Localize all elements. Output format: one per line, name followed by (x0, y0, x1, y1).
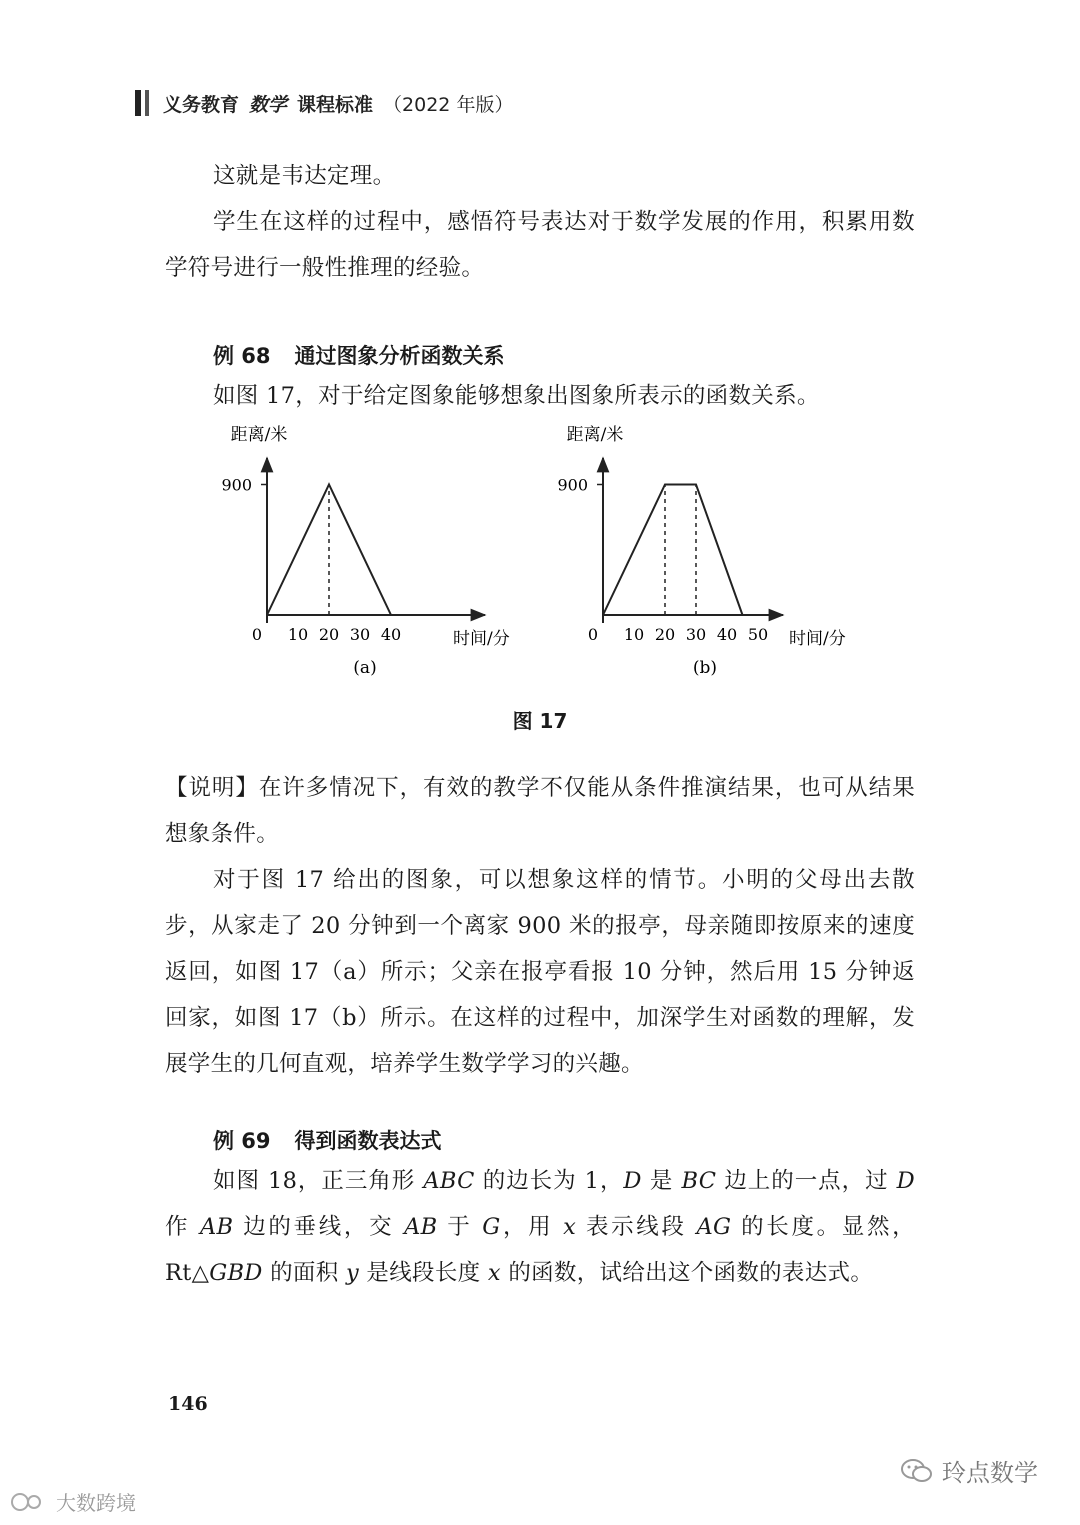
x-tick-label: 20 (318, 625, 340, 644)
chart-a (215, 420, 530, 690)
header-bars-decoration (135, 90, 149, 116)
math-g: G (482, 1214, 501, 1240)
math-gbd: GBD (209, 1260, 263, 1286)
x-tick-label: 30 (685, 625, 707, 644)
header-title-part2: 课程标准 (297, 93, 374, 116)
x-tick-label: 10 (287, 625, 309, 644)
example-69-number: 例 69 (213, 1129, 271, 1153)
math-ab: AB (404, 1214, 438, 1240)
x-tick-label: 0 (251, 625, 263, 644)
example-68-title: 通过图象分析函数关系 (294, 344, 505, 368)
paragraph-vieta: 这就是韦达定理。 (213, 163, 396, 189)
y-axis-label: 距离/米 (230, 425, 288, 445)
y-tick-label: 900 (221, 475, 252, 495)
x-tick-label: 40 (380, 625, 402, 644)
math-bc: BC (681, 1168, 717, 1194)
math-d: D (623, 1168, 642, 1194)
math-d: D (896, 1168, 915, 1194)
header-title-year: （2022 年版） (383, 93, 514, 116)
series-line (603, 485, 743, 616)
x-tick-label: 0 (587, 625, 599, 644)
x-axis-label: 时间/分 (789, 629, 846, 649)
watermark-right (900, 1453, 1038, 1488)
text-segment: 是线段长度 (358, 1260, 488, 1286)
watermark-right-text: 玲点数学 (942, 1459, 1038, 1487)
explanation-label: 【说明】 (165, 775, 259, 801)
math-ab: AB (200, 1214, 234, 1240)
page-number: 146 (168, 1393, 208, 1415)
text-segment: 的函数，试给出这个函数的表达式。 (500, 1260, 874, 1286)
running-header (135, 86, 513, 120)
x-tick-label: 40 (716, 625, 738, 644)
explanation-paragraph (165, 765, 915, 857)
story-paragraph: 对于图 17 给出的图象，可以想象这样的情节。小明的父母出去散步，从家走了 20 分钟到一个离家 900 米的报亭，母亲随即按原来的速度返回，如图 17（a）所示；父亲在报亭看报 10 分钟，然后用 15 分钟返回家，如图 17（b）所示。在这样的过程中，加深学生对函数的理解，发展学生的几何直观，培养学生数学学习的兴趣。 (165, 867, 915, 1077)
example-68-heading (213, 340, 505, 370)
text-segment: 于 (437, 1214, 483, 1240)
example-69-problem (165, 1158, 915, 1296)
watermark-left (10, 1487, 136, 1516)
x-tick-label: 30 (349, 625, 371, 644)
text-segment: ，用 (500, 1214, 564, 1240)
y-axis-label: 距离/米 (566, 425, 624, 445)
header-title-part1: 义务教育 (163, 93, 240, 116)
paragraph-symbol-reasoning: 学生在这样的过程中，感悟符号表达对于数学发展的作用，积累用数学符号进行一般性推理的经验。 (165, 209, 915, 281)
math-x: x (487, 1260, 501, 1286)
math-ag: AG (696, 1214, 732, 1240)
text-segment: 作 (165, 1214, 200, 1240)
text-segment: 如图 18，正三角形 (213, 1168, 424, 1194)
text-segment: 是 (641, 1168, 682, 1194)
text-segment: 表示线段 (576, 1214, 697, 1240)
explanation-text: 在许多情况下，有效的教学不仅能从条件推演结果，也可从结果想象条件。 (165, 775, 916, 847)
text-segment: 的边长为 1， (474, 1168, 624, 1194)
example-68-number: 例 68 (213, 344, 271, 368)
watermark-left-text: 大数跨境 (56, 1491, 136, 1515)
panel-label: (a) (353, 658, 377, 678)
x-tick-label: 10 (623, 625, 645, 644)
x-axis-label: 时间/分 (453, 629, 510, 649)
x-tick-label: 20 (654, 625, 676, 644)
x-tick-label: 50 (747, 625, 769, 644)
chart-b (555, 420, 875, 690)
header-title-italic: 数学 (249, 93, 288, 116)
watermark-logo-icon (10, 1491, 50, 1513)
panel-label: (b) (692, 658, 718, 678)
text-segment: 边上的一点，过 (716, 1168, 897, 1194)
figure-17-caption: 图 17 (512, 709, 568, 733)
example-69-title: 得到函数表达式 (294, 1129, 442, 1153)
math-abc: ABC (423, 1168, 475, 1194)
text-segment: 的长度。显然，Rt△ (165, 1214, 915, 1286)
example-68-intro: 如图 17，对于给定图象能够想象出图象所表示的函数关系。 (213, 383, 820, 409)
wechat-icon (900, 1457, 934, 1485)
math-y: y (345, 1260, 359, 1286)
math-x: x (563, 1214, 577, 1240)
y-tick-label: 900 (557, 475, 588, 495)
text-segment: 边的垂线，交 (233, 1214, 405, 1240)
example-69-heading (213, 1125, 442, 1155)
text-segment: 的面积 (262, 1260, 346, 1286)
